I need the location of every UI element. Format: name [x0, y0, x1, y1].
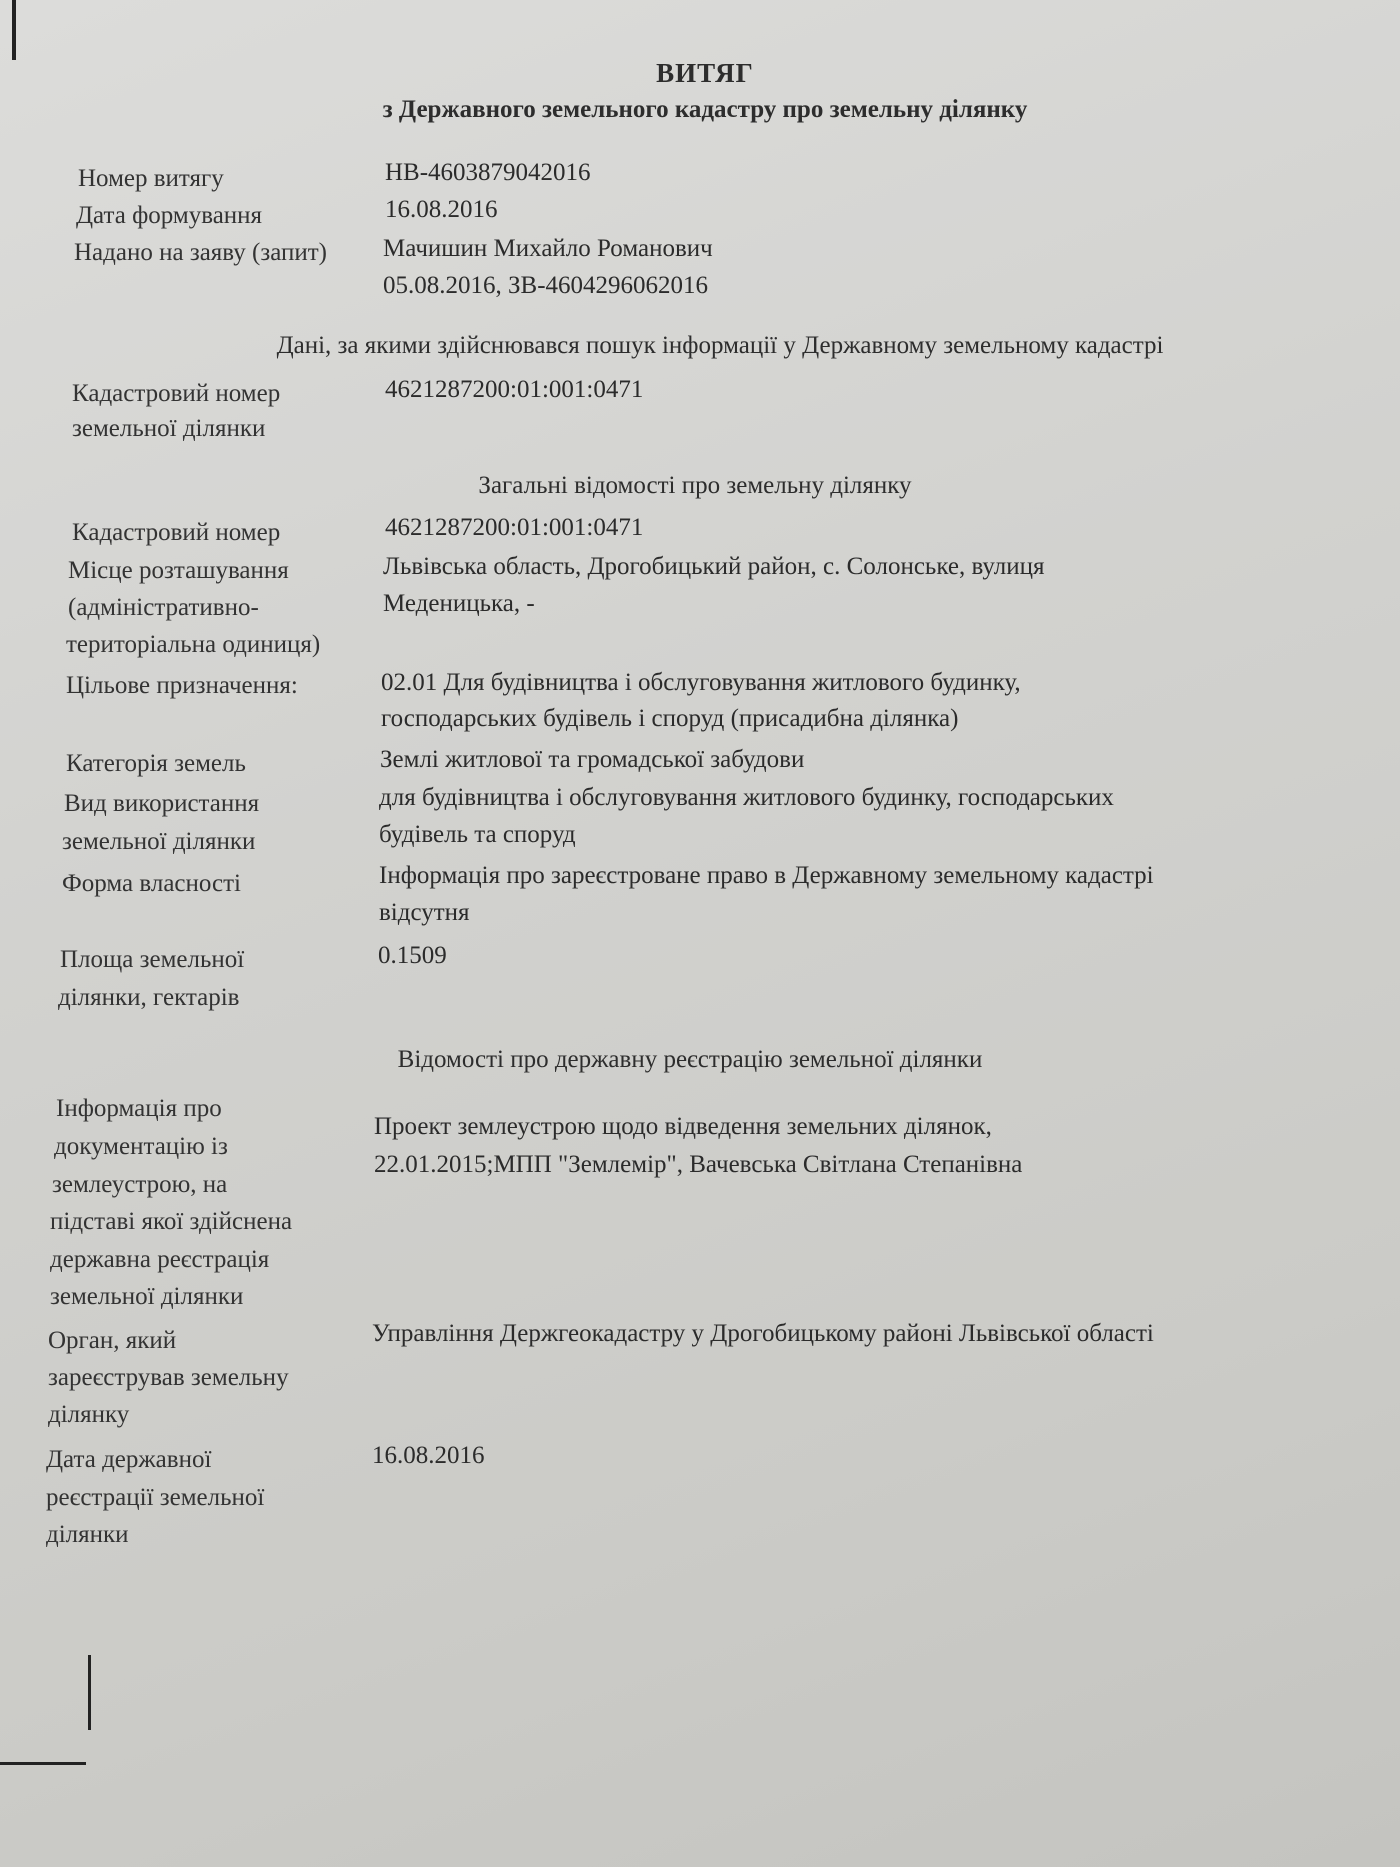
doc-title: ВИТЯГ: [656, 58, 754, 88]
extract-number-value: НВ-4603879042016: [385, 159, 591, 186]
usage-type-label-1: Вид використання: [64, 790, 260, 817]
search-cadastral-value: 4621287200:01:001:0471: [385, 376, 644, 403]
location-label-1: Місце розташування: [68, 557, 289, 584]
location-label-2: (адміністративно-: [68, 594, 259, 621]
documentation-label-4: підставі якої здійснена: [50, 1208, 293, 1235]
registration-date-label-2: реєстрації земельної: [46, 1484, 265, 1511]
purpose-value-2: господарських будівель і споруд (присадибна ділянка): [381, 705, 959, 732]
documentation-value-2: 22.01.2015;МПП "Землемір", Вачевська Світлана Степанівна: [374, 1151, 1023, 1178]
ownership-form-value-2: відсутня: [379, 899, 470, 926]
ownership-form-value-1: Інформація про зареєстроване право в Державному земельному кадастрі: [379, 862, 1154, 889]
registering-body-label-1: Орган, який: [48, 1327, 177, 1354]
ownership-form-label: Форма власності: [62, 870, 241, 897]
cadastral-number-label: Кадастровий номер: [72, 519, 281, 546]
registration-date-label-3: ділянки: [46, 1521, 129, 1548]
usage-type-value-1: для будівництва і обслуговування житлового будинку, господарських: [379, 784, 1114, 811]
formation-date-label: Дата формування: [76, 202, 263, 229]
land-category-label: Категорія земель: [66, 750, 246, 777]
land-category-value: Землі житлової та громадської забудови: [380, 746, 805, 773]
purpose-label: Цільове призначення:: [66, 672, 298, 699]
search-section-heading: Дані, за якими здійснювався пошук інформації у Державному земельному кадастрі: [276, 332, 1164, 359]
cadastral-number-value: 4621287200:01:001:0471: [385, 514, 644, 541]
location-value-1: Львівська область, Дрогобицький район, с. Солонське, вулиця: [383, 553, 1045, 580]
area-label-2: ділянки, гектарів: [58, 984, 240, 1011]
documentation-label-2: документацію із: [54, 1133, 228, 1160]
area-label-1: Площа земельної: [60, 946, 245, 973]
registering-body-label-2: зареєстрував земельну: [48, 1364, 289, 1391]
location-value-2: Меденицька, -: [383, 590, 535, 617]
documentation-label-5: державна реєстрація: [50, 1246, 270, 1273]
margin-mark-top: [12, 0, 16, 60]
location-label-3: територіальна одиниця): [66, 631, 321, 658]
formation-date-value: 16.08.2016: [385, 196, 498, 223]
registration-date-value: 16.08.2016: [372, 1442, 485, 1469]
extract-number-label: Номер витягу: [78, 165, 224, 192]
documentation-label-1: Інформація про: [56, 1095, 222, 1122]
search-cadastral-label-1: Кадастровий номер: [72, 380, 281, 407]
documentation-label-6: земельної ділянки: [50, 1283, 244, 1310]
documentation-value-1: Проект землеустрою щодо відведення земельних ділянок,: [374, 1113, 992, 1140]
registration-date-label-1: Дата державної: [46, 1446, 212, 1473]
search-cadastral-label-2: земельної ділянки: [72, 415, 266, 442]
area-value: 0.1509: [378, 942, 447, 969]
margin-mark-line: [0, 1762, 86, 1765]
request-label: Надано на заяву (запит): [74, 239, 327, 266]
request-reference: 05.08.2016, ЗВ-4604296062016: [383, 272, 709, 299]
margin-mark-bottom: [88, 1655, 91, 1730]
general-section-heading: Загальні відомості про земельну ділянку: [478, 472, 912, 499]
registering-body-label-3: ділянку: [48, 1401, 130, 1428]
usage-type-value-2: будівель та споруд: [379, 821, 576, 848]
usage-type-label-2: земельної ділянки: [62, 828, 256, 855]
request-applicant: Мачишин Михайло Романович: [383, 235, 713, 262]
registering-body-value: Управління Держгеокадастру у Дрогобицькому районі Львівської області: [372, 1320, 1154, 1347]
documentation-label-3: землеустрою, на: [52, 1171, 228, 1198]
purpose-value-1: 02.01 Для будівництва і обслуговування житлового будинку,: [381, 669, 1021, 696]
doc-subtitle: з Державного земельного кадастру про земельну ділянку: [382, 96, 1028, 123]
registration-section-heading: Відомості про державну реєстрацію земельної ділянки: [397, 1046, 983, 1073]
